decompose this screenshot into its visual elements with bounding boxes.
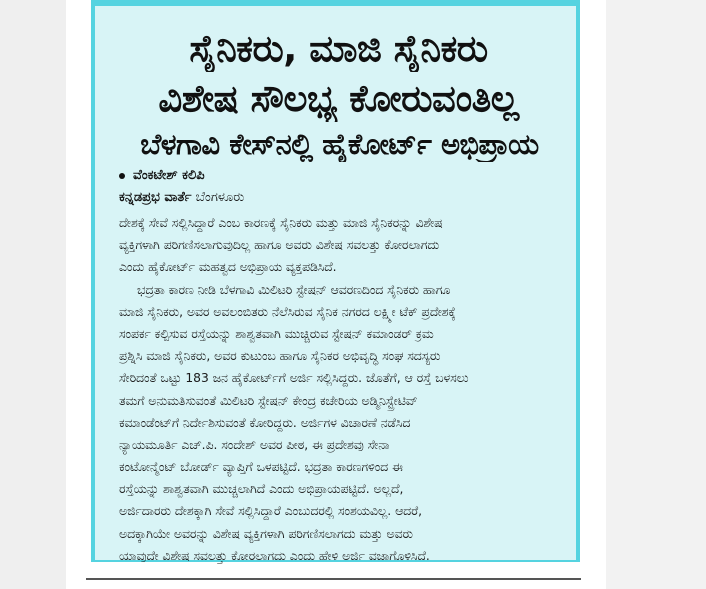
body-line: ಸೇರಿದಂತೆ ಒಟ್ಟು 183 ಜನ ಹೈಕೋರ್ಟ್‌ಗೆ ಅರ್ಜಿ ಸಲ್ಲಿಸಿದ್ದರು. ಜೊತೆಗೆ, ಆ ರಸ್ತೆ ಬಳಸಲು [119, 371, 469, 386]
body-line: ಭದ್ರತಾ ಕಾರಣ ನೀಡಿ ಬೆಳಗಾವಿ ಮಿಲಿಟರಿ ಸ್ಟೇಷನ್ ಆವರಣದಿಂದ ಸೈನಿಕರು ಹಾಗೂ [137, 282, 451, 297]
body-line: ನ್ಯಾಯಮೂರ್ತಿ ಎಚ್.ಪಿ. ಸಂದೇಶ್ ಅವರ ಪೀಠ, ಈ ಪ್ರದೇಶವು ಸೇನಾ [119, 437, 390, 452]
news-source: ಕನ್ನಡಪ್ರಭ ವಾರ್ತೆ [119, 190, 192, 205]
body-line: ದೇಶಕ್ಕೆ ಸೇವೆ ಸಲ್ಲಿಸಿದ್ದಾರೆ ಎಂಬ ಕಾರಣಕ್ಕೆ ಸೈನಿಕರು ಮತ್ತು ಮಾಜಿ ಸೈನಿಕರನ್ನು ವಿಶೇಷ [119, 216, 443, 230]
body-line: ಕಂಟೋನ್ಮೆಂಟ್ ಬೋರ್ಡ್ ವ್ಯಾಪ್ತಿಗೆ ಒಳಪಟ್ಟಿದೆ. ಭದ್ರತಾ ಕಾರಣಗಳಿಂದ ಈ [119, 460, 403, 475]
headline-line-2: ವಿಶೇಷ ಸೌಲಭ್ಯ ಕೋರುವಂತಿಲ್ಲ [158, 77, 519, 120]
dateline-location: ಬೆಂಗಳೂರು [195, 190, 245, 205]
body-line: ಮಾಜಿ ಸೈನಿಕರು, ಅವರ ಅವಲಂಬಿತರು ನೆಲೆಸಿರುವ ಸೈನಿಕ ನಗರದ ಲಕ್ಷ್ಮೀ ಟೆಕ್ ಪ್ರದೇಶಕ್ಕೆ [119, 304, 456, 319]
article-clipping [91, 0, 580, 562]
bullet-icon [119, 173, 125, 179]
body-line: ರಸ್ತೆಯನ್ನು ಶಾಶ್ವತವಾಗಿ ಮುಚ್ಚಲಾಗಿದೆ ಎಂದು ಅಭಿಪ್ರಾಯಪಟ್ಟಿದೆ. ಅಲ್ಲದೆ, [119, 482, 404, 497]
headline-line-1: ಸೈನಿಕರು, ಮಾಜಿ ಸೈನಿಕರು [189, 27, 488, 70]
body-line: ಅದಕ್ಕಾಗಿಯೇ ಅವರನ್ನು ವಿಶೇಷ ವ್ಯಕ್ತಿಗಳಾಗಿ ಪರಿಗಣಿಸಲಾಗದು ಮತ್ತು ಅವರು [119, 526, 413, 541]
byline [119, 168, 205, 183]
body-line: ಪ್ರಶ್ನಿಸಿ ಮಾಜಿ ಸೈನಿಕರು, ಅವರ ಕುಟುಂಬ ಹಾಗೂ ಸೈನಿಕರ ಅಭಿವೃದ್ಧಿ ಸಂಘ ಸದಸ್ಯರು [119, 349, 441, 364]
body-line: ಸಂಪರ್ಕ ಕಲ್ಪಿಸುವ ರಸ್ತೆಯನ್ನು ಶಾಶ್ವತವಾಗಿ ಮುಚ್ಚಿರುವ ಸ್ಟೇಷನ್ ಕಮಾಂಡರ್ ಕ್ರಮ [119, 326, 434, 341]
body-line: ಕಮಾಂಡೆಂಟ್‌ಗೆ ನಿರ್ದೇಶಿಸುವಂತೆ ಕೋರಿದ್ದರು. ಅರ್ಜಿಗಳ ವಿಚಾರಣೆ ನಡೆಸಿದ [119, 415, 411, 430]
body-line: ವ್ಯಕ್ತಿಗಳಾಗಿ ಪರಿಗಣಿಸಲಾಗುವುದಿಲ್ಲ ಹಾಗೂ ಅವರು ವಿಶೇಷ ಸವಲತ್ತು ಕೋರಲಾಗದು [119, 238, 440, 253]
body-line: ತಮಗೆ ಅನುಮತಿಸುವಂತೆ ಮಿಲಿಟರಿ ಸ್ಟೇಷನ್ ಕೇಂದ್ರ ಕಚೇರಿಯ ಅಡ್ಮಿನಿಸ್ಟ್ರೇಟಿವ್ [119, 393, 418, 408]
subheadline: ಬೆಳಗಾವಿ ಕೇಸ್‌ನಲ್ಲಿ ಹೈಕೋರ್ಟ್ ಅಭಿಪ್ರಾಯ [140, 127, 539, 161]
bottom-rule [86, 578, 581, 580]
byline-author: ವೆಂಕಟೇಶ್ ಕಲಿಪಿ [133, 168, 205, 183]
body-line: ಎಂದು ಹೈಕೋರ್ಟ್ ಮಹತ್ವದ ಅಭಿಪ್ರಾಯ ವ್ಯಕ್ತಪಡಿಸಿದೆ. [119, 260, 337, 275]
right-margin [606, 0, 706, 589]
body-line: ಯಾವುದೇ ವಿಶೇಷ ಸವಲತ್ತು ಕೋರಲಾಗದು ಎಂದು ಹೇಳಿ ಅರ್ಜಿ ವಜಾಗೊಳಿಸಿದೆ. [119, 548, 430, 563]
newspaper-page [66, 0, 606, 589]
body-line: ಅರ್ಜಿದಾರರು ದೇಶಕ್ಕಾಗಿ ಸೇವೆ ಸಲ್ಲಿಸಿದ್ದಾರೆ ಎಂಬುದರಲ್ಲಿ ಸಂಶಯವಿಲ್ಲ. ಆದರೆ, [119, 504, 423, 519]
dateline [119, 190, 244, 205]
article-body [119, 212, 568, 567]
left-margin [0, 0, 66, 589]
